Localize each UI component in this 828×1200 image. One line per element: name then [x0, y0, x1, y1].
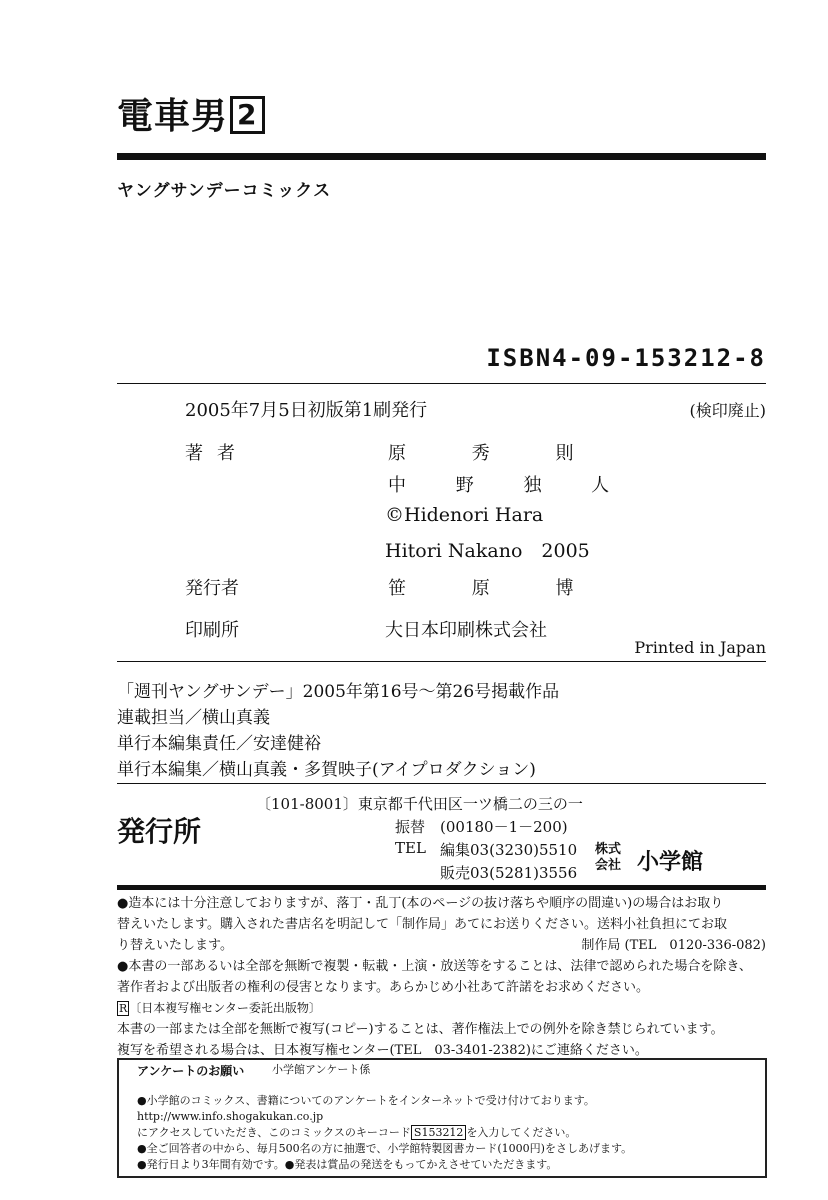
- notice-line: 著作者および出版者の権利の侵害となります。あらかじめ小社あて許諾をお求めください。: [117, 980, 649, 995]
- isbn: ISBN4-09-153212-8: [486, 344, 766, 372]
- notice-line: り替えいたします。: [117, 938, 233, 953]
- edition-date: 2005年7月5日初版第1刷発行: [185, 400, 428, 421]
- printed-in: Printed in Japan: [634, 638, 766, 657]
- publisher-address: 〔101-8001〕東京都千代田区一ツ橋二の三の一: [256, 795, 583, 813]
- serial-info-1: 「週刊ヤングサンデー」2005年第16号～第26号掲載作品: [117, 682, 560, 702]
- publisher-person: 笹 原 博: [388, 578, 604, 599]
- serial-info-4: 単行本編集／横山真義・多賀映子(アイプロダクション): [117, 760, 536, 780]
- series-name: ヤングサンデーコミックス: [117, 181, 332, 201]
- notice-rule: [117, 885, 766, 890]
- title-text: 電車男: [117, 96, 229, 137]
- postal-transfer: 振替 (00180－1－200): [395, 818, 568, 836]
- company-name: 小学館: [637, 850, 704, 875]
- notice-line: ●造本には十分注意しておりますが、落丁・乱丁(本のページの抜け落ちや順序の間違い)の場合はお取り: [117, 896, 724, 911]
- copyright-line-2: Hitori Nakano 2005: [385, 540, 590, 562]
- notice-line: 替えいたします。購入された書店名を明記して「制作局」あてにお送りください。送料小社負担にてお取: [117, 917, 727, 932]
- tel-editorial: 編集03(3230)5510: [440, 841, 578, 859]
- author-name-2: 中 野 独 人: [388, 475, 632, 496]
- survey-heading: アンケートのお願い: [137, 1064, 245, 1078]
- survey-text: にアクセスしていただき、このコミックスのキーコード: [137, 1126, 411, 1139]
- tel-sales: 販売03(5281)3556: [440, 864, 578, 882]
- author-name-1: 原 秀 則: [388, 443, 604, 464]
- notice-line: ●本書の一部あるいは全部を無断で複製・転載・上演・放送等をすることは、法律で認められた場合を除き、: [117, 959, 752, 974]
- notice-line: 本書の一部または全部を無断で複写(コピー)することは、著作権法上での例外を除き禁じられています。: [117, 1022, 724, 1037]
- corp-kind: 株式会社: [595, 842, 622, 873]
- keycode: S153212: [411, 1125, 467, 1140]
- survey-text: を入力してください。: [466, 1126, 577, 1139]
- book-title: [117, 88, 265, 139]
- production-tel: 制作局 (TEL 0120-336-082): [581, 938, 766, 953]
- tel-label: TEL: [395, 839, 426, 857]
- author-label: 著者: [185, 443, 249, 464]
- survey-line: ●全ご回答者の中から、毎月500名の方に抽選で、小学館特製図書カード(1000円)をさしあげます。: [137, 1142, 633, 1155]
- jrrc-notice: [117, 998, 321, 1020]
- publisher-office-label: 発行所: [117, 815, 202, 848]
- survey-dept: 小学館アンケート係: [272, 1063, 371, 1076]
- divider: [117, 783, 766, 784]
- notice-line: 複写を希望される場合は、日本複写権センター(TEL 03-3401-2382)にご連絡ください。: [117, 1043, 648, 1058]
- divider: [117, 383, 766, 384]
- serial-info-2: 連載担当／横山真義: [117, 708, 270, 728]
- printer-name: 大日本印刷株式会社: [385, 620, 547, 641]
- jrrc-text: 〔日本複写権センター委託出版物〕: [129, 1001, 321, 1015]
- survey-line: ●小学館のコミックス、書籍についてのアンケートをインターネットで受け付けております。: [137, 1094, 595, 1107]
- survey-url[interactable]: http://www.info.shogakukan.co.jp: [137, 1110, 324, 1123]
- title-rule: [117, 153, 766, 160]
- jrrc-mark-icon: R: [119, 1002, 128, 1015]
- survey-line: ●発行日より3年間有効です。●発表は賞品の発送をもってかえさせていただきます。: [137, 1158, 558, 1171]
- survey-keycode-line: [137, 1125, 576, 1141]
- copyright-line-1: ©Hidenori Hara: [385, 504, 544, 526]
- divider: [117, 661, 766, 662]
- printer-label: 印刷所: [185, 620, 239, 641]
- seal-abolished: (検印廃止): [689, 401, 766, 420]
- volume-number: 2: [230, 96, 264, 134]
- serial-info-3: 単行本編集責任／安達健裕: [117, 734, 321, 754]
- publisher-label: 発行者: [185, 578, 239, 599]
